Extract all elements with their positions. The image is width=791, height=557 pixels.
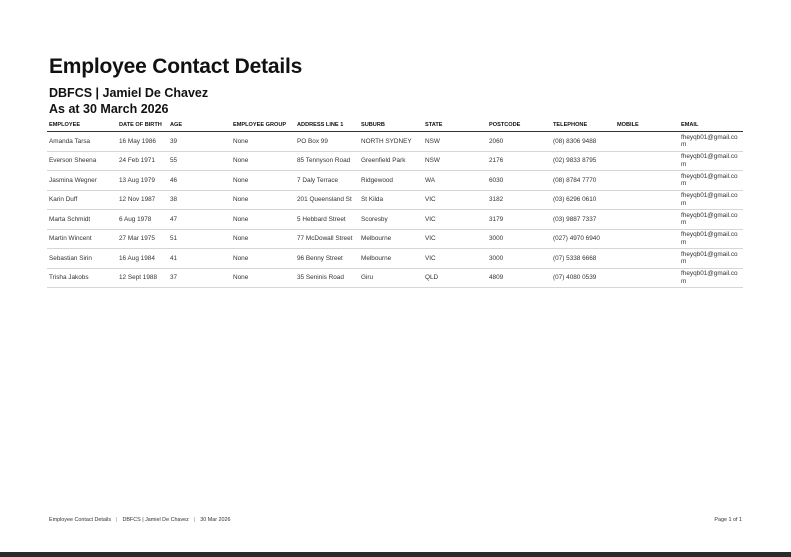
age-cell: 38 — [168, 190, 231, 210]
column-header-mobile: MOBILE — [615, 119, 679, 132]
footer-report-name: Employee Contact Details — [49, 517, 112, 523]
mobile-cell — [615, 132, 679, 152]
date-of-birth-cell: 16 Aug 1984 — [117, 249, 168, 269]
employee-name-cell: Everson Sheena — [47, 151, 117, 171]
suburb-cell: St Kilda — [359, 190, 423, 210]
suburb-cell: Melbourne — [359, 229, 423, 249]
company-subtitle: DBFCS | Jamiel De Chavez — [49, 86, 209, 100]
postcode-cell: 3182 — [487, 190, 551, 210]
mobile-cell — [615, 210, 679, 230]
date-of-birth-cell: 16 May 1986 — [117, 132, 168, 152]
employee-group-cell: None — [231, 210, 295, 230]
mobile-cell — [615, 151, 679, 171]
employee-group-cell: None — [231, 190, 295, 210]
email-cell: fheyqb01@gmail.com — [679, 229, 743, 249]
state-cell: VIC — [423, 190, 487, 210]
age-cell: 51 — [168, 229, 231, 249]
state-cell: NSW — [423, 132, 487, 152]
telephone-cell: (03) 9887 7337 — [551, 210, 615, 230]
age-cell: 47 — [168, 210, 231, 230]
employee-name-cell: Sebastian Sirin — [47, 249, 117, 269]
address-cell: PO Box 99 — [295, 132, 359, 152]
column-header-state: STATE — [423, 119, 487, 132]
page-number: Page 1 of 1 — [714, 517, 742, 523]
postcode-cell: 3179 — [487, 210, 551, 230]
postcode-cell: 2060 — [487, 132, 551, 152]
address-cell: 77 McDowall Street — [295, 229, 359, 249]
table-row — [47, 171, 743, 191]
mobile-cell — [615, 190, 679, 210]
mobile-cell — [615, 171, 679, 191]
table-row — [47, 151, 743, 171]
address-cell: 201 Queensland St — [295, 190, 359, 210]
postcode-cell: 6030 — [487, 171, 551, 191]
state-cell: QLD — [423, 268, 487, 288]
telephone-cell: (02) 9833 8795 — [551, 151, 615, 171]
telephone-cell: (07) 4080 0539 — [551, 268, 615, 288]
age-cell: 37 — [168, 268, 231, 288]
telephone-cell: (027) 4970 6940 — [551, 229, 615, 249]
age-cell: 41 — [168, 249, 231, 269]
email-cell: fheyqb01@gmail.com — [679, 151, 743, 171]
postcode-cell: 3000 — [487, 229, 551, 249]
employee-name-cell: Martin Wincent — [47, 229, 117, 249]
mobile-cell — [615, 249, 679, 269]
date-of-birth-cell: 27 Mar 1975 — [117, 229, 168, 249]
footer-separator: | — [193, 517, 196, 523]
table-row — [47, 268, 743, 288]
email-cell: fheyqb01@gmail.com — [679, 210, 743, 230]
email-cell: fheyqb01@gmail.com — [679, 190, 743, 210]
email-cell: fheyqb01@gmail.com — [679, 171, 743, 191]
viewer-bottom-bar — [0, 552, 791, 557]
footer-company: DBFCS | Jamiel De Chavez — [122, 517, 189, 523]
column-header-address: ADDRESS LINE 1 — [295, 119, 359, 132]
employee-name-cell: Karin Duff — [47, 190, 117, 210]
employee-contact-table — [47, 119, 743, 288]
column-header-employee: EMPLOYEE — [47, 119, 117, 132]
employee-name-cell: Marta Schmidt — [47, 210, 117, 230]
postcode-cell: 3000 — [487, 249, 551, 269]
suburb-cell: Melbourne — [359, 249, 423, 269]
table-body — [47, 132, 743, 288]
table-row — [47, 132, 743, 152]
date-of-birth-cell: 24 Feb 1971 — [117, 151, 168, 171]
table-row — [47, 249, 743, 269]
footer-info — [49, 517, 231, 523]
date-of-birth-cell: 12 Sept 1988 — [117, 268, 168, 288]
suburb-cell: Greenfield Park — [359, 151, 423, 171]
postcode-cell: 4809 — [487, 268, 551, 288]
suburb-cell: NORTH SYDNEY — [359, 132, 423, 152]
address-cell: 5 Hebbard Street — [295, 210, 359, 230]
column-header-age: AGE — [168, 119, 231, 132]
suburb-cell: Scoresby — [359, 210, 423, 230]
mobile-cell — [615, 268, 679, 288]
page-title: Employee Contact Details — [49, 55, 303, 78]
footer-date: 30 Mar 2026 — [200, 517, 231, 523]
date-of-birth-cell: 12 Nov 1987 — [117, 190, 168, 210]
employee-group-cell: None — [231, 268, 295, 288]
state-cell: VIC — [423, 210, 487, 230]
email-cell: fheyqb01@gmail.com — [679, 249, 743, 269]
column-header-telephone: TELEPHONE — [551, 119, 615, 132]
state-cell: VIC — [423, 249, 487, 269]
employee-group-cell: None — [231, 249, 295, 269]
address-cell: 85 Tennyson Road — [295, 151, 359, 171]
address-cell: 7 Daly Terrace — [295, 171, 359, 191]
telephone-cell: (03) 6296 0610 — [551, 190, 615, 210]
employee-group-cell: None — [231, 229, 295, 249]
employee-name-cell: Trisha Jakobs — [47, 268, 117, 288]
age-cell: 39 — [168, 132, 231, 152]
email-cell: fheyqb01@gmail.com — [679, 268, 743, 288]
column-header-email: EMAIL — [679, 119, 743, 132]
table-row — [47, 210, 743, 230]
state-cell: WA — [423, 171, 487, 191]
email-cell: fheyqb01@gmail.com — [679, 132, 743, 152]
state-cell: VIC — [423, 229, 487, 249]
mobile-cell — [615, 229, 679, 249]
employee-name-cell: Jasmina Wegner — [47, 171, 117, 191]
column-header-date-of-birth: DATE OF BIRTH — [117, 119, 168, 132]
table-row — [47, 190, 743, 210]
suburb-cell: Giru — [359, 268, 423, 288]
state-cell: NSW — [423, 151, 487, 171]
address-cell: 35 Seninis Road — [295, 268, 359, 288]
employee-group-cell: None — [231, 171, 295, 191]
table-row — [47, 229, 743, 249]
telephone-cell: (08) 8784 7770 — [551, 171, 615, 191]
as-at-date: As at 30 March 2026 — [49, 102, 169, 116]
column-header-suburb: SUBURB — [359, 119, 423, 132]
date-of-birth-cell: 6 Aug 1978 — [117, 210, 168, 230]
address-cell: 96 Benny Street — [295, 249, 359, 269]
table-header-row — [47, 119, 743, 132]
column-header-postcode: POSTCODE — [487, 119, 551, 132]
footer-separator: | — [116, 517, 118, 523]
date-of-birth-cell: 13 Aug 1979 — [117, 171, 168, 191]
column-header-employee-group: EMPLOYEE GROUP — [231, 119, 295, 132]
telephone-cell: (07) 5338 6668 — [551, 249, 615, 269]
employee-name-cell: Amanda Tarsa — [47, 132, 117, 152]
suburb-cell: Ridgewood — [359, 171, 423, 191]
age-cell: 46 — [168, 171, 231, 191]
employee-group-cell: None — [231, 151, 295, 171]
postcode-cell: 2176 — [487, 151, 551, 171]
employee-group-cell: None — [231, 132, 295, 152]
telephone-cell: (08) 8306 9488 — [551, 132, 615, 152]
age-cell: 55 — [168, 151, 231, 171]
